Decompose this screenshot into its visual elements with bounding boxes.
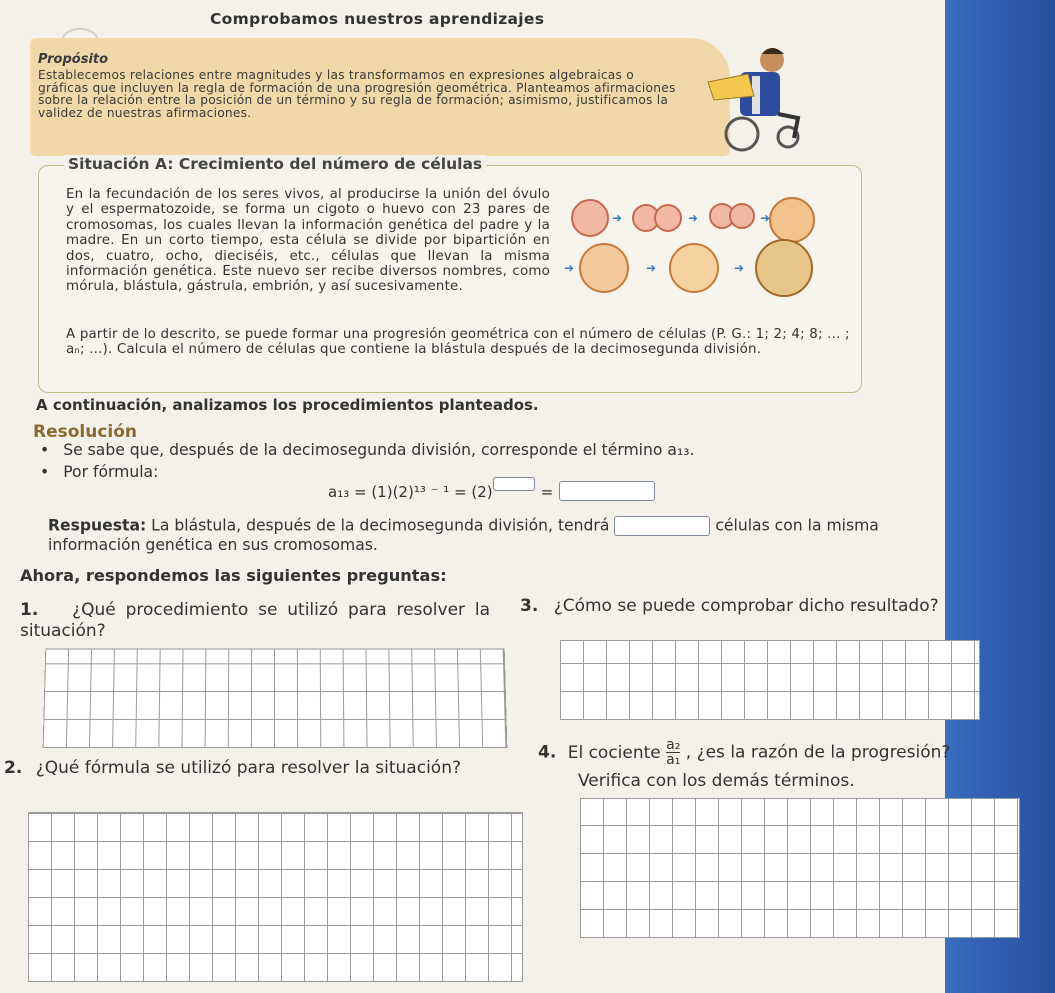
cell-eight [770, 198, 814, 242]
question-1-text: ¿Qué procedimiento se utilizó para resolver la situación? [20, 600, 490, 641]
question-1-number: 1. [20, 600, 39, 620]
cell-division-illustration [560, 192, 822, 304]
formula-expression: a₁₃ = (1)(2)¹³ ⁻ ¹ = (2) [328, 483, 493, 501]
svg-text:➜: ➜ [564, 261, 575, 275]
purpose-heading: Propósito [38, 52, 109, 67]
resolution-heading: Resolución [33, 422, 138, 442]
question-4-number: 4. [538, 742, 557, 763]
question-3 [520, 596, 952, 617]
cell-gastrula [756, 240, 812, 296]
cell-zygote [572, 200, 608, 236]
questions-heading: Ahora, respondemos las siguientes preguntas: [20, 566, 447, 585]
purpose-box [30, 38, 730, 156]
purpose-text: Establecemos relaciones entre magnitudes y las transformamos en expresiones algebraicas o gráficas que incluyen la regla de formación de una progresión geométrica. Planteamos afirmaciones sobre la relación entre la posición de un término y su regla de formación; asimismo, justificamos la validez de nuestras afirmaciones. [38, 68, 676, 120]
answer-grid-2[interactable] [28, 812, 523, 982]
answer-grid-3[interactable] [560, 640, 980, 720]
fraction-numerator: a₂ [666, 737, 681, 753]
formula-equals: = [540, 483, 554, 501]
cell-morula [580, 244, 628, 292]
answer-grid-4[interactable] [580, 798, 1020, 938]
question-3-text: ¿Cómo se puede comprobar dicho resultado? [553, 596, 939, 616]
resolution-bullet-1: • Se sabe que, después de la decimosegunda división, corresponde el término a₁₃. [40, 441, 694, 459]
question-4-text-before: El cociente [567, 742, 667, 763]
result-answer-box[interactable] [559, 481, 655, 501]
answer-text-after: células con la misma información genética en sus cromosomas. [48, 516, 879, 554]
cell-blastula [670, 244, 718, 292]
answer-statement [48, 516, 928, 555]
question-2-number: 2. [4, 758, 23, 778]
question-2 [4, 758, 504, 779]
situation-text: En la fecundación de los seres vivos, al producirse la unión del óvulo y el espermatozoide, se forma un cigoto o huevo con 23 pares de cromosomas, los cuales llevan la información genética del padre y la madre. En un corto tiempo, esta célula se divide por bipartición en dos, cuatro, ocho, dieciséis, etc., células que llevan la misma información genética. Este nuevo ser recibe diversos nombres, como mórula, blástula, gástrula, embrión, y así sucesivamente. [66, 187, 550, 295]
fraction-denominator: a₁ [666, 752, 681, 768]
svg-text:➜: ➜ [612, 211, 623, 225]
svg-text:➜: ➜ [760, 211, 771, 225]
question-4-line-2: Verifica con los demás términos. [578, 771, 855, 791]
svg-text:➜: ➜ [688, 211, 699, 225]
resolution-bullet-2: • Por fórmula: [40, 463, 158, 481]
analysis-intro: A continuación, analizamos los procedimientos planteados. [36, 396, 539, 414]
answer-text-before: La blástula, después de la decimosegunda división, tendrá [146, 516, 615, 535]
question-1 [20, 600, 490, 642]
question-4 [538, 738, 998, 792]
question-4-text-after: , ¿es la razón de la progresión? [685, 742, 951, 763]
cell-count-answer-box[interactable] [614, 516, 710, 536]
situation-title: Situación A: Crecimiento del número de células [64, 155, 486, 173]
formula-line [328, 477, 655, 501]
exponent-answer-box[interactable] [493, 477, 535, 491]
student-wheelchair-illustration [690, 42, 810, 152]
question-3-number: 3. [520, 596, 539, 616]
svg-text:➜: ➜ [646, 261, 657, 275]
situation-question: A partir de lo descrito, se puede formar una progresión geométrica con el número de células (P. G.: 1; 2; 4; 8; ... ; aₙ; ...). Calcula el número de células que contiene la blástula después de la decimosegunda división. [66, 327, 850, 358]
answer-label: Respuesta: [48, 516, 147, 535]
svg-text:➜: ➜ [734, 261, 745, 275]
question-2-text: ¿Qué fórmula se utilizó para resolver la situación? [35, 758, 461, 778]
answer-grid-1[interactable] [43, 649, 508, 748]
ratio-fraction [666, 738, 680, 767]
page-title: Comprobamos nuestros aprendizajes [210, 10, 545, 28]
